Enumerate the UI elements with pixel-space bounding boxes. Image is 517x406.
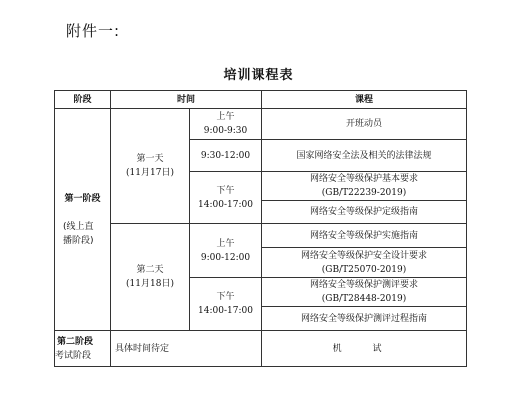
stage1-name: 第一阶段 bbox=[64, 193, 101, 204]
time-slot bbox=[190, 172, 262, 224]
slot-period: 上午 bbox=[216, 112, 235, 122]
header-time: 时间 bbox=[111, 91, 262, 109]
time-slot bbox=[190, 109, 262, 140]
table-row bbox=[55, 224, 467, 248]
header-stage: 阶段 bbox=[55, 91, 111, 109]
day2-label: 第二天 bbox=[136, 265, 164, 275]
course-cell bbox=[262, 278, 467, 307]
course-cell bbox=[262, 248, 467, 278]
day1-date: (11月17日) bbox=[126, 168, 174, 178]
table-row bbox=[55, 331, 467, 367]
course-cell: 网络安全等级保护测评过程指南 bbox=[262, 307, 467, 331]
slot-period: 下午 bbox=[216, 185, 235, 196]
slot-time: 14:00-17:00 bbox=[198, 199, 253, 210]
stage1-note-line1: (线上直 bbox=[63, 221, 94, 232]
slot-time: 14:00-17:00 bbox=[198, 306, 253, 316]
slot-period: 上午 bbox=[216, 238, 235, 249]
course-line: 网络安全等级保护安全设计要求 bbox=[301, 250, 428, 261]
course-line: (GB/T28448-2019) bbox=[321, 294, 407, 304]
slot-period: 下午 bbox=[216, 292, 235, 302]
day1-cell bbox=[111, 109, 190, 224]
course-line: 网络安全等级保护测评要求 bbox=[310, 280, 419, 290]
slot-time: 9:00-9:30 bbox=[203, 126, 248, 136]
course-schedule-table bbox=[54, 90, 467, 367]
stage2-course: 机 试 bbox=[262, 331, 467, 367]
course-cell: 网络安全等级保护定级指南 bbox=[262, 201, 467, 224]
day2-cell bbox=[111, 224, 190, 331]
course-line: (GB/T25070-2019) bbox=[321, 264, 407, 275]
stage2-time: 具体时间待定 bbox=[111, 331, 262, 367]
page-title: 培训课程表 bbox=[223, 68, 294, 83]
time-slot: 9:30-12:00 bbox=[190, 140, 262, 172]
stage1-cell bbox=[55, 109, 111, 331]
stage2-note: 考试阶段 bbox=[55, 350, 92, 361]
course-cell: 国家网络安全法及相关的法律法规 bbox=[262, 140, 467, 172]
attachment-label: 附件一: bbox=[66, 22, 121, 40]
stage1-note-line2: 播阶段) bbox=[63, 235, 94, 246]
time-slot bbox=[190, 278, 262, 331]
course-cell: 网络安全等级保护实施指南 bbox=[262, 224, 467, 248]
course-line: 网络安全等级保护基本要求 bbox=[310, 174, 419, 184]
day1-label: 第一天 bbox=[136, 154, 164, 164]
course-line: (GB/T22239-2019) bbox=[321, 188, 407, 198]
table-row bbox=[55, 109, 467, 140]
stage2-name: 第二阶段 bbox=[57, 336, 94, 347]
course-cell: 开班动员 bbox=[262, 109, 467, 140]
time-slot bbox=[190, 224, 262, 278]
course-cell bbox=[262, 172, 467, 201]
header-row bbox=[55, 91, 467, 109]
header-course: 课程 bbox=[262, 91, 467, 109]
stage2-cell bbox=[55, 331, 111, 367]
slot-time: 9:00-12:00 bbox=[200, 252, 251, 263]
day2-date: (11月18日) bbox=[126, 279, 174, 289]
